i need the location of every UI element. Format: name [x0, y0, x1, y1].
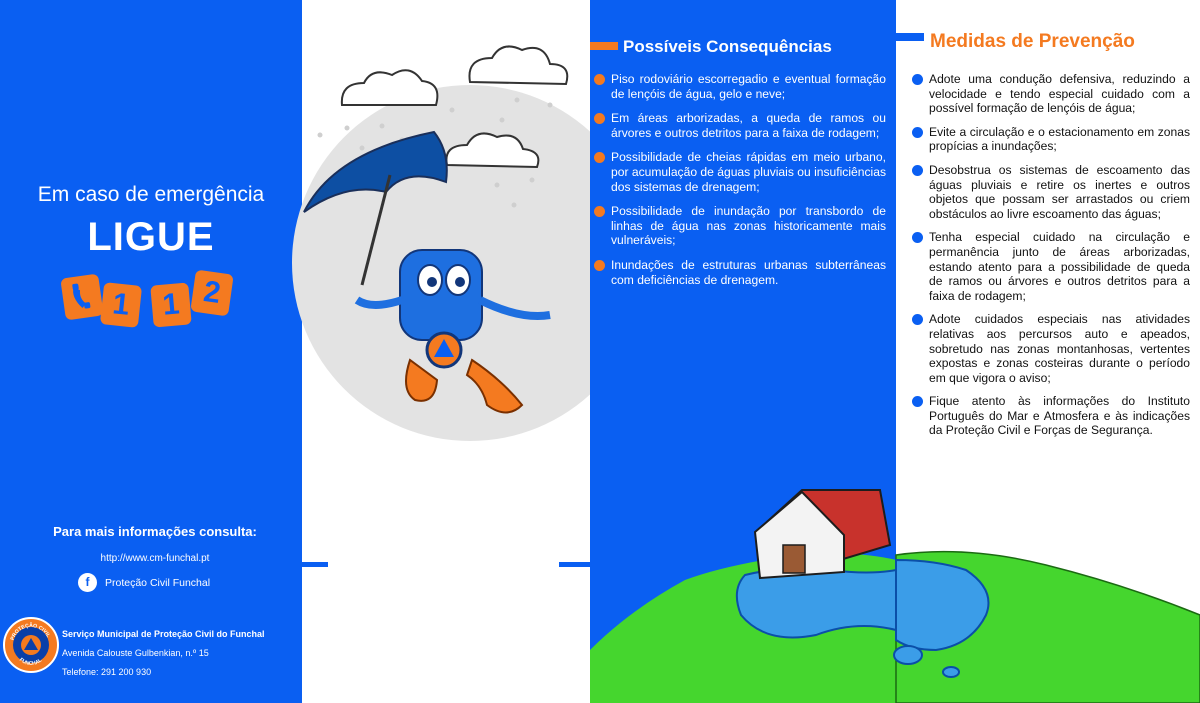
list-item: Em áreas arborizadas, a queda de ramos ou árvores e outros detritos para a faixa de rodagem;: [594, 111, 886, 140]
digit-1: 1: [100, 282, 142, 328]
emergency-number: [63, 270, 243, 330]
civil-protection-logo: [3, 617, 59, 673]
list-item: Possibilidade de cheias rápidas em meio urbano, por acumulação de águas pluviais ou insuficiências dos sistemas de drenagem;: [594, 150, 886, 194]
svg-text:FUNCHAL: [18, 657, 44, 667]
hill-illustration-right: [896, 0, 1200, 703]
prevention-title: Medidas de Prevenção: [930, 31, 1135, 52]
logo-text-bottom: FUNCHAL: [17, 657, 44, 668]
more-info-title: Para mais informações consulta:: [53, 524, 257, 539]
title-line-right: [559, 562, 590, 567]
list-item: Possibilidade de inundação por transbordo de linhas de água nas zonas historicamente mais vulneráveis;: [594, 204, 886, 248]
list-item: Fique atento às informações do Instituto Português do Mar e Atmosfera e às indicações da Proteção Civil e Forças de Segurança.: [912, 394, 1190, 438]
facebook-label: Proteção Civil Funchal: [105, 576, 211, 589]
phone-number: Telefone: 291 200 930: [62, 667, 152, 677]
list-item: Adote uma condução defensiva, reduzindo a velocidade e tendo especial cuidado com a possível formação de lençóis de água;: [912, 72, 1190, 116]
digit-2: 1: [150, 282, 192, 327]
list-item: Inundações de estruturas urbanas subterrâneas com deficiências de drenagem.: [594, 258, 886, 287]
website-link[interactable]: http://www.cm-funchal.pt: [100, 553, 210, 564]
list-item: Piso rodoviário escorregadio e eventual formação de lençóis de água, gelo e neve;: [594, 72, 886, 101]
title-line-left: [302, 562, 328, 567]
consequences-panel: [590, 0, 896, 703]
call-label: LIGUE: [87, 215, 215, 259]
facebook-icon: f: [78, 573, 97, 592]
cover-panel: [302, 0, 590, 703]
title-bar-orange: [590, 42, 618, 50]
phone-icon: [60, 274, 103, 321]
list-item: Desobstrua os sistemas de escoamento das águas pluviais e retire os inertes e outros objetos que possam ser arrastados ou criem obstáculos ao livre escoamento das águas;: [912, 163, 1190, 221]
list-item: Tenha especial cuidado na circulação e permanência junto de áreas arborizadas, estando atento para a possibilidade de queda de ramos ou árvores e outros detritos para a faixa de rodagem;: [912, 230, 1190, 303]
address: Avenida Calouste Gulbenkian, n.º 15: [62, 648, 209, 658]
consequences-title: Possíveis Consequências: [623, 37, 832, 56]
list-item: Adote cuidados especiais nas atividades relativas aos percursos auto e apeados, sobretudo nas zonas montanhosas, vertentes expostas e zonas costeiras durante o período em que vigora o aviso;: [912, 312, 1190, 385]
consequences-list: [594, 72, 886, 297]
mascot-illustration: [302, 0, 590, 480]
facebook-link[interactable]: [78, 573, 210, 592]
list-item: Evite a circulação e o estacionamento em zonas propícias a inundações;: [912, 125, 1190, 154]
emergency-panel: [0, 0, 302, 703]
logo-text-top: PROTEÇÃO CIVIL: [9, 622, 52, 642]
emergency-line: Em caso de emergência: [37, 183, 265, 206]
digit-3: 2: [190, 270, 233, 317]
service-name: Serviço Municipal de Proteção Civil do Funchal: [62, 629, 265, 639]
house-icon: [755, 490, 890, 578]
prevention-panel: [896, 0, 1200, 703]
